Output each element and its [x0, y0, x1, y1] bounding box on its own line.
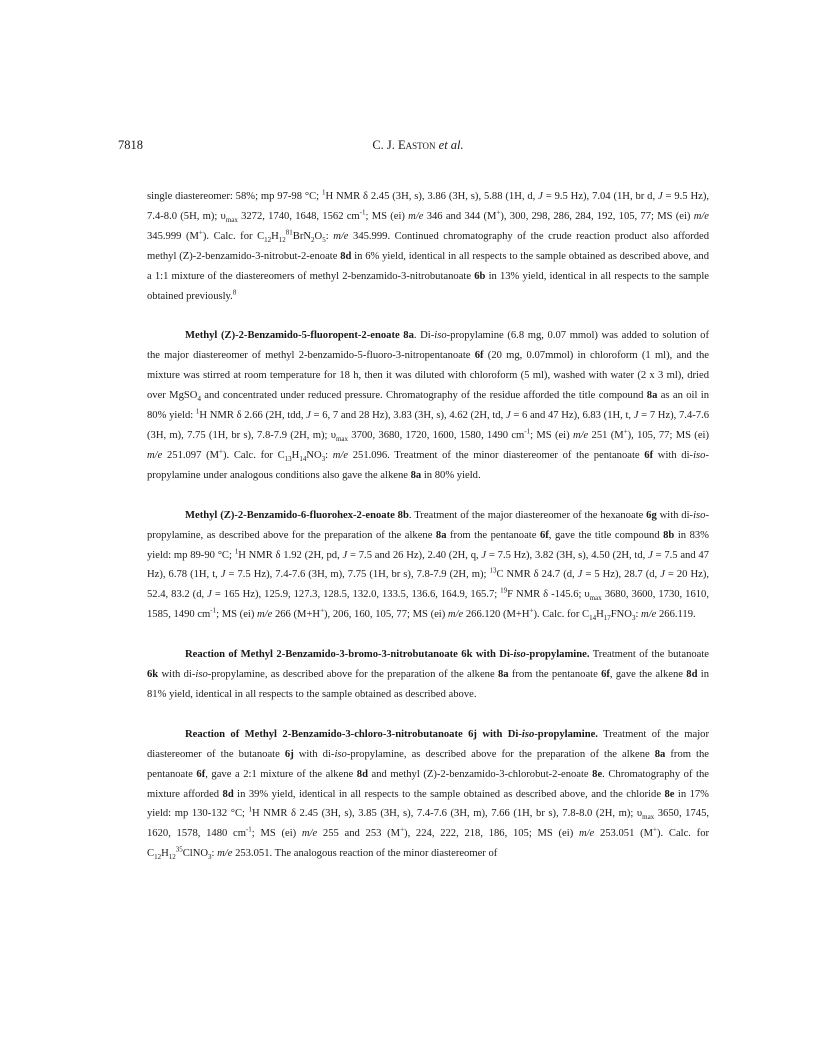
paragraph-compound-8a: Methyl (Z)-2-Benzamido-5-fluoropent-2-enoate 8a. Di-iso-propylamine (6.8 mg, 0.07 mmol) was added to solution of the major diastereomer of methyl 2-benzamido-5-fluoro-3-nitropentanoate 6f (20 mg, 0.07mmol) in chloroform (1 ml), and the mixture was stirred at room temperature for 18 h, then it was diluted with chloroform (5 ml), washed with water (2 x 3 ml), dried over MgSO$_4$ and concentrated under reduced pressure. Chromatography of the residue afforded the title compound 8a as an oil in 80% yield: $^1$H NMR δ 2.66 (2H, tdd, J = 6, 7 and 28 Hz), 3.83 (3H, s), 4.62 (2H, td, J = 6 and 47 Hz), 6.83 (1H, t, J = 7 Hz), 7.4-7.6 (3H, m), 7.75 (1H, br s), 7.8-7.9 (2H, m); $\upsilon_{max}$ 3700, 3680, 1720, 1600, 1580, 1490 $cm^{-1}$; MS (ei) m/e 251 (M+), 105, 77; MS (ei) m/e 251.097 (M+). Calc. for $C_{13}H_{14}NO_3$: m/e 251.096. Treatment of the minor diastereomer of the pentanoate 6f with di-iso-propylamine under analogous conditions also gave the alkene 8a in 80% yield.: [147, 330, 710, 481]
paragraph-reaction-6k: Reaction of Methyl 2-Benzamido-3-bromo-3-nitrobutanoate 6k with Di-iso-propylamine. Treatment of the butanoate 6k with di-iso-propylamine, as described above for the preparation of the alkene 8a from the pentanoate 6f, gave the alkene 8d in 81% yield, identical in all respects to the sample obtained as described above.: [147, 649, 710, 700]
section-title-6j: Reaction of Methyl 2-Benzamido-3-chloro-3-nitrobutanoate 6j with Di-iso-propylamine.: [185, 728, 598, 740]
section-title-8b: Methyl (Z)-2-Benzamido-6-fluorohex-2-enoate: [185, 509, 395, 521]
page-number: 7818: [118, 138, 143, 152]
paragraph-compound-8b: Methyl (Z)-2-Benzamido-6-fluorohex-2-enoate 8b. Treatment of the major diastereomer of the hexanoate 6g with di-iso-propylamine, as described above for the preparation of the alkene 8a from the pentanoate 6f, gave the title compound 8b in 83% yield: mp 89-90 °C; $^1$H NMR δ 1.92 (2H, pd, J = 7.5 and 26 Hz), 2.40 (2H, q, J = 7.5 Hz), 3.82 (3H, s), 4.50 (2H, td, J = 7.5 and 47 Hz), 6.78 (1H, t, J = 7.5 Hz), 7.4-7.6 (3H, m), 7.75 (1H, br s), 7.8-7.9 (2H, m); $^{13}$C NMR δ 24.7 (d, J = 5 Hz), 28.7 (d, J = 20 Hz), 52.4, 83.2 (d, J = 165 Hz), 125.9, 127.3, 128.5, 132.0, 133.5, 136.6, 164.9, 165.7; $^{19}$F NMR δ -145.6; $\upsilon_{max}$ 3680, 3600, 1730, 1610, 1585, 1490 $cm^{-1}$; MS (ei) m/e 266 (M+H+), 206, 160, 105, 77; MS (ei) m/e 266.120 (M+H+). Calc. for $C_{14}H_{17}FNO_3$: m/e 266.119.: [147, 509, 710, 623]
section-title-8a: Methyl (Z)-2-Benzamido-5-fluoropent-2-enoate: [185, 330, 400, 342]
section-title-6k: Reaction of Methyl 2-Benzamido-3-bromo-3-nitrobutanoate 6k with Di-iso-propylamine.: [185, 649, 590, 661]
page-header: [118, 138, 718, 154]
reference-mark: 8: [232, 288, 237, 296]
paragraph-reaction-6j: Reaction of Methyl 2-Benzamido-3-chloro-3-nitrobutanoate 6j with Di-iso-propylamine. Treatment of the major diastereomer of the butanoate 6j with di-iso-propylamine, as described above for the preparation of the alkene 8a from the pentanoate 6f, gave a 2:1 mixture of the alkene 8d and methyl (Z)-2-benzamido-3-chlorobut-2-enoate 8e. Chromatography of the mixture afforded 8d in 39% yield, identical in all respects to the sample obtained as described above, and the chloride 8e in 17% yield: mp 130-132 °C; $^1$H NMR δ 2.45 (3H, s), 3.85 (3H, s), 7.4-7.6 (3H, m), 7.66 (1H, br s), 7.8-8.0 (2H, m); $\upsilon_{max}$ 3650, 1745, 1620, 1578, 1480 $cm^{-1}$; MS (ei) m/e 255 and 253 (M+), 224, 222, 218, 186, 105; MS (ei) m/e 253.051 (M+). Calc. for $C_{12}H_{12}^{35}ClNO_3$: m/e 253.051. The analogous reaction of the minor diastereomer of: [147, 728, 710, 862]
running-head-et-al: et al.: [438, 138, 464, 152]
paragraph-continuation: single diastereomer: 58%; mp 97-98 °C; $^1$H NMR δ 2.45 (3H, s), 3.86 (3H, s), 5.88 (1H, d, J = 9.5 Hz), 7.04 (1H, br d, J = 9.5 Hz), 7.4-8.0 (5H, m); $\upsilon_{max}$ 3272, 1740, 1648, 1562 $cm^{-1}$; MS (ei) m/e 346 and 344 (M+), 300, 298, 286, 284, 192, 105, 77; MS (ei) m/e 345.999 (M+). Calc. for $C_{12}H_{12}^{81}BrN_2O_5$: m/e 345.999. Continued chromatography of the crude reaction product also afforded methyl (Z)-2-benzamido-3-nitrobut-2-enoate 8d in 6% yield, identical in all respects to the sample obtained as described above, and a 1:1 mixture of the diastereomers of methyl 2-benzamido-3-nitrobutanoate 6b in 13% yield, identical in all respects to the sample obtained previously.$^8$: [147, 188, 710, 302]
running-head: [118, 138, 718, 153]
article-body: [147, 187, 709, 864]
running-head-author: C. J. Easton: [372, 138, 436, 152]
